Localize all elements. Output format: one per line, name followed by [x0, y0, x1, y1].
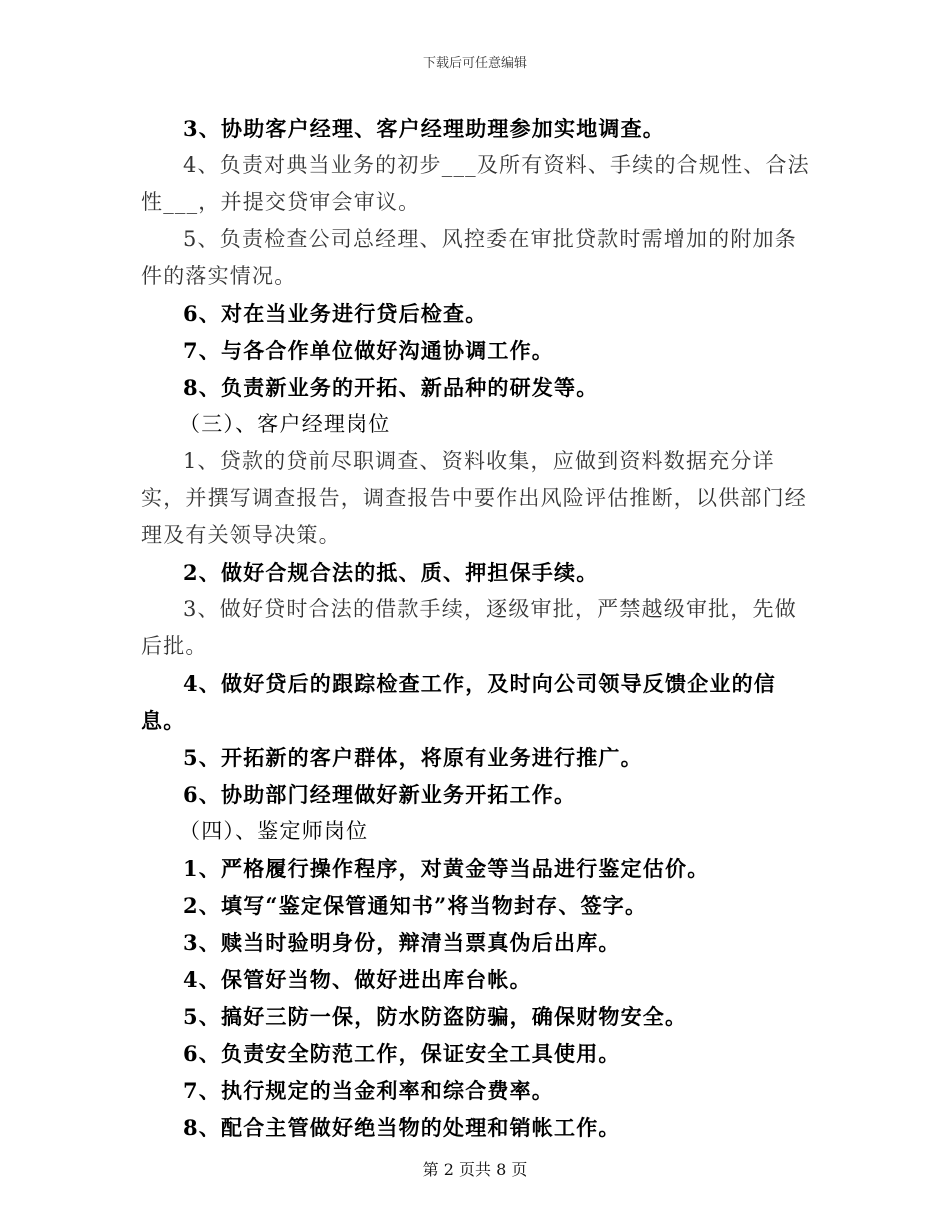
paragraph: 4、保管好当物、做好进出库台帐。	[183, 967, 532, 992]
paragraph: 7、与各合作单位做好沟通协调工作。	[183, 338, 555, 363]
paragraph: 6、协助部门经理做好新业务开拓工作。	[183, 782, 577, 807]
document-body	[141, 110, 811, 1146]
paragraph: 8、负责新业务的开拓、新品种的研发等。	[183, 375, 599, 400]
paragraph: 1、严格履行操作程序，对黄金等当品进行鉴定估价。	[183, 856, 710, 881]
section-heading: （四）、鉴定师岗位	[179, 819, 369, 843]
page-footer: 第 2 页共 8 页	[422, 1160, 528, 1179]
paragraph: 6、对在当业务进行贷后检查。	[183, 301, 488, 326]
paragraph: 4、负责对典当业务的初步___及所有资料、手续的合规性、合法性___，并提交贷审会审议。	[141, 153, 810, 214]
paragraph: 8、配合主管做好绝当物的处理和销帐工作。	[183, 1115, 621, 1140]
paragraph: 2、填写“鉴定保管通知书”将当物封存、签字。	[183, 893, 648, 918]
paragraph: 3、做好贷时合法的借款手续，逐级审批，严禁越级审批，先做后批。	[141, 597, 797, 658]
paragraph: 3、协助客户经理、客户经理助理参加实地调查。	[183, 116, 666, 141]
paragraph: 4、做好贷后的跟踪检查工作，及时向公司领导反馈企业的信息。	[141, 671, 777, 733]
paragraph: 7、执行规定的当金利率和综合费率。	[183, 1078, 555, 1103]
paragraph: 5、开拓新的客户群体，将原有业务进行推广。	[183, 745, 643, 770]
page-header: 下载后可任意编辑	[422, 56, 527, 71]
section-heading: （三）、客户经理岗位	[179, 412, 391, 436]
paragraph: 6、负责安全防范工作，保证安全工具使用。	[183, 1041, 621, 1066]
paragraph: 1、贷款的贷前尽职调查、资料收集，应做到资料数据充分详实，并撰写调查报告，调查报告中要作出风险评估推断，以供部门经理及有关领导决策。	[141, 449, 807, 547]
paragraph: 3、赎当时验明身份，辩清当票真伪后出库。	[183, 930, 621, 955]
paragraph: 5、负责检查公司总经理、风控委在审批贷款时需增加的附加条件的落实情况。	[141, 227, 797, 288]
paragraph: 2、做好合规合法的抵、质、押担保手续。	[183, 560, 599, 585]
paragraph: 5、搞好三防一保，防水防盗防骗，确保财物安全。	[183, 1004, 688, 1029]
